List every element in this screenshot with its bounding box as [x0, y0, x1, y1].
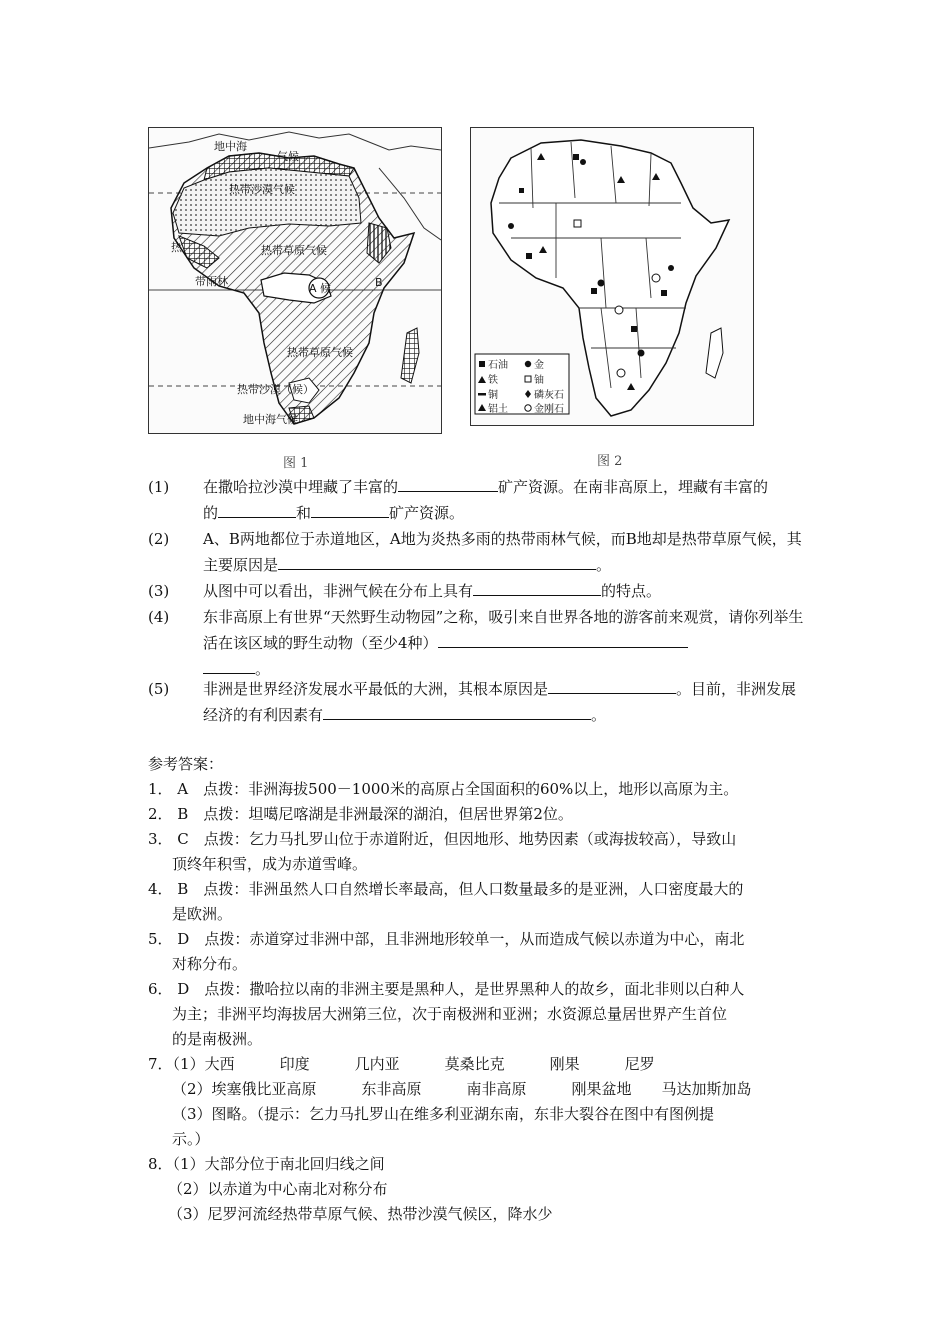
label-rainforest-a: 带雨林: [195, 275, 228, 288]
answer-blank[interactable]: [323, 704, 591, 720]
answer-blank[interactable]: [218, 502, 296, 518]
figure-2-mineral-map: [470, 127, 754, 426]
figure-1-caption: 图 1: [283, 456, 309, 471]
answer-2: 2． B 点拨：坦噶尼喀湖是非洲最深的湖泊，但居世界第2位。: [148, 805, 573, 823]
label-point-a: A 候: [309, 282, 332, 295]
answer-blank[interactable]: [398, 476, 498, 492]
answer-6: 6． D 点拨：撒哈拉以南的非洲主要是黑种人，是世界黑种人的故乡，面北非则以白种人 为主；非洲平均海拔居大洲第三位，次于南极洲和亚洲；水资源总量居世界产生首位 的是南极洲。: [148, 980, 745, 1048]
figure-1-climate-map: [148, 127, 442, 434]
answer-blank[interactable]: [473, 580, 601, 596]
africa-climate-map-svg: [149, 128, 441, 433]
legend-gold: 金: [534, 360, 544, 371]
legend-phosphate: 磷灰石: [534, 390, 564, 401]
answer-8: 8．（1）大部分位于南北回归线之间 （2）以赤道为中心南北对称分布 （3）尼罗河流经热带草原气候、热带沙漠气候区，降水少: [148, 1155, 553, 1223]
legend-diamond: 金刚石: [534, 404, 564, 415]
label-med-south: 地中海气候: [243, 413, 298, 426]
answer-7: 7．（1）大西 印度 几内亚 莫桑比克 刚果 尼罗 （2）埃塞俄比亚高原 东非高原 南非高原 刚果盆地 马达加斯加岛 （3）图略。（提示：乞力马扎罗山在维多利亚湖东南，东非大裂谷在图中有图例提 示。）: [148, 1055, 752, 1148]
answer-1: 1． A 点拨：非洲海拔500－1000米的高原占全国面积的60%以上，地形以高原为主。: [148, 780, 739, 798]
answer-5: 5． D 点拨：赤道穿过非洲中部，且非洲地形较单一，从而造成气候以赤道为中心，南北 对称分布。: [148, 930, 745, 973]
answer-blank[interactable]: [278, 554, 596, 570]
africa-mineral-map-svg: [471, 128, 753, 425]
label-point-b: B: [375, 276, 383, 289]
question-5: (5) 非洲是世界经济发展水平最低的大洲，其根本原因是 。目前，非洲发展经济的有利因素有 。: [148, 680, 797, 724]
legend-copper: 铜: [488, 390, 498, 401]
label-med-north-suffix: 气候: [277, 150, 299, 163]
answer-3: 3． C 点拨：乞力马扎罗山位于赤道附近，但因地形、地势因素（或海拔较高），导致山 顶终年积雪，成为赤道雪峰。: [148, 830, 737, 873]
question-4: (4) 东非高原上有世界“天然野生动物园”之称，吸引来自世界各地的游客前来观赏，请你列举生活在该区域的野生动物（至少4种） 。: [148, 608, 804, 678]
label-sahara: 热带沙漠气候: [229, 183, 295, 196]
answer-blank[interactable]: [203, 658, 255, 674]
answer-key: [148, 752, 808, 1227]
legend-uranium: 铀: [534, 375, 544, 386]
label-desert-south: 热带沙漠（候）: [237, 383, 314, 396]
answers-title: 参考答案：: [148, 755, 224, 773]
question-1: (1) 在撒哈拉沙漠中埋藏了丰富的 矿产资源。在南非高原上，埋藏有丰富的 的 和 矿产资源。: [148, 478, 769, 522]
label-rainforest-b: 热: [171, 241, 182, 254]
mineral-legend: [475, 354, 569, 415]
question-3: (3) 从图中可以看出，非洲气候在分布上具有 的特点。: [148, 582, 662, 600]
figure-2-caption: 图 2: [597, 454, 623, 469]
legend-bauxite: 铝土: [488, 404, 508, 415]
label-med-north: 地中海: [214, 140, 247, 153]
answer-blank[interactable]: [548, 678, 676, 694]
question-2: (2) A、B两地都位于赤道地区，A地为炎热多雨的热带雨林气候，而B地却是热带草原气候，其主要原因是 。: [148, 530, 802, 574]
answer-4: 4． B 点拨：非洲虽然人口自然增长率最高，但人口数量最多的是亚洲，人口密度最大的 是欧洲。: [148, 880, 744, 923]
legend-oil: 石油: [488, 360, 508, 371]
answer-blank[interactable]: [311, 502, 389, 518]
answer-blank[interactable]: [438, 632, 688, 648]
legend-iron: 铁: [488, 375, 498, 386]
label-savanna-north: 热带草原气候: [261, 244, 327, 257]
label-savanna-south: 热带草原气候: [287, 346, 353, 359]
